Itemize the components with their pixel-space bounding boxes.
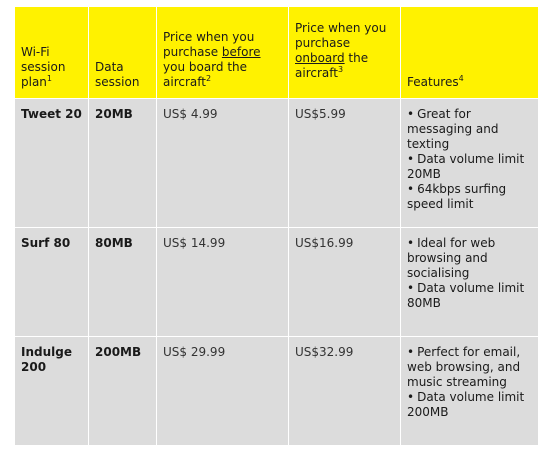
header-features: Features$^4$ [401,7,539,99]
price-before-cell: US$ 4.99 [157,99,289,228]
plan-name-cell: Surf 80 [15,228,89,337]
plan-name-cell: Tweet 20 [15,99,89,228]
plan-name-cell: Indulge 200 [15,337,89,446]
before-underlined: before [221,45,261,59]
table-row [15,228,539,337]
price-before-cell: US$ 14.99 [157,228,289,337]
feature-item: • Data volume limit 80MB [407,281,525,310]
feature-item: • Data volume limit 200MB [407,390,525,419]
data-size-cell: 80MB [89,228,157,337]
feature-item: • Great for messaging and texting [407,107,499,151]
price-onboard-cell: US$5.99 [289,99,401,228]
header-price-onboard: Price when you purchase onboard the aircraft$^3$ [289,7,401,99]
feature-item: • 64kbps surfing speed limit [407,182,507,211]
feature-item: • Ideal for web browsing and socialising [407,236,496,280]
table-header-row [15,7,539,99]
wifi-plans-table [14,6,539,446]
onboard-underlined: onboard [295,51,345,65]
price-onboard-cell: US$32.99 [289,337,401,446]
feature-item: • Perfect for email, web browsing, and music streaming [407,345,521,389]
data-size-cell: 20MB [89,99,157,228]
features-cell [401,337,539,446]
features-cell [401,228,539,337]
price-before-cell: US$ 29.99 [157,337,289,446]
data-size-cell: 200MB [89,337,157,446]
header-price-before: Price when you purchase before you board the aircraft$^2$ [157,7,289,99]
header-data-session: Data session [89,7,157,99]
feature-item: • Data volume limit 20MB [407,152,525,181]
table-row [15,99,539,228]
price-onboard-cell: US$16.99 [289,228,401,337]
features-cell [401,99,539,228]
table-row [15,337,539,446]
header-wifi-session-plan: Wi-Fi session plan$^1$ [15,7,89,99]
